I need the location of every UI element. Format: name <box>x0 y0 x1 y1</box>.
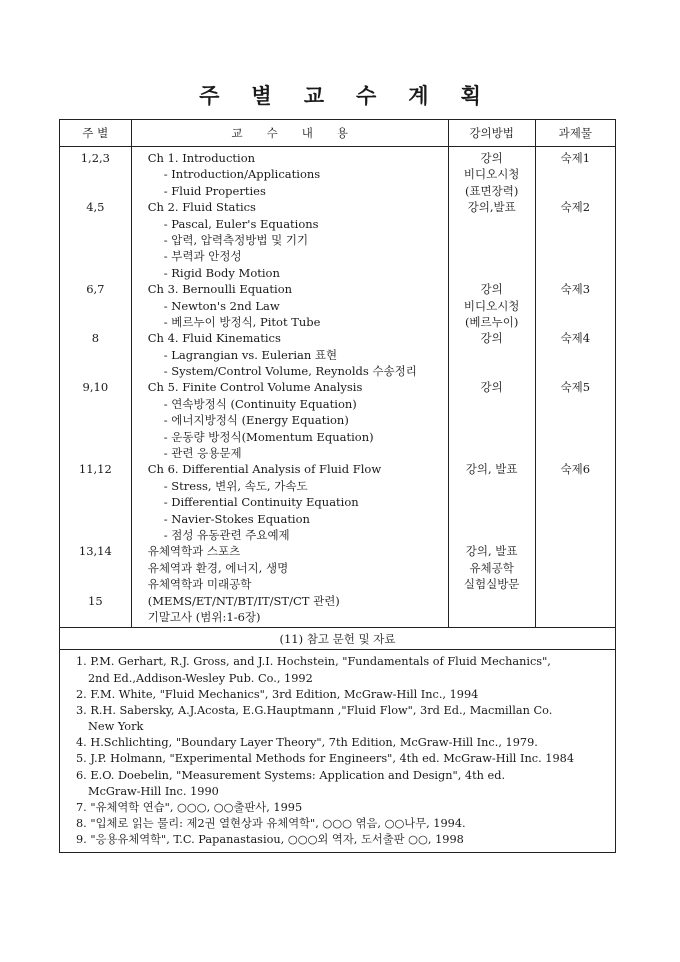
reference-item: 5. J.P. Holmann, "Experimental Methods for Engineers", 4th ed. McGraw-Hill Inc. 1984 <box>76 752 575 766</box>
reference-item: 2nd Ed.,Addison-Wesley Pub. Co., 1992 <box>88 671 313 685</box>
week-label <box>60 494 131 510</box>
reference-item: 3. R.H. Sabersky, A.J.Acosta, E.G.Hauptmann ,"Fluid Flow", 3rd Ed., Macmillan Co. <box>76 703 553 717</box>
method-label <box>449 511 535 527</box>
week-label: 4,5 <box>86 200 105 215</box>
content-line: - 연속방정식 (Continuity Equation) <box>163 396 357 411</box>
content-line: Ch 2. Fluid Statics <box>147 200 256 215</box>
content-line: - Navier-Stokes Equation <box>163 511 310 526</box>
reference-item: 8. "입체로 읽는 물리: 제2권 열현상과 유체역학", ○○○ 엮음, ○○나무, 1994. <box>76 817 466 831</box>
week-label <box>60 478 131 494</box>
week-label: 6,7 <box>86 282 105 297</box>
method-label: 비디오시청 <box>463 167 520 182</box>
method-label <box>449 494 535 510</box>
week-label <box>60 248 131 264</box>
homework-label <box>536 248 615 264</box>
homework-label <box>536 314 615 330</box>
homework-label <box>536 166 615 182</box>
homework-label <box>536 347 615 363</box>
content-line: Ch 1. Introduction <box>147 151 256 165</box>
content-line: - Fluid Properties <box>163 183 266 198</box>
week-label <box>60 363 131 379</box>
title-char: 계 <box>408 83 429 108</box>
homework-label <box>536 183 615 199</box>
week-label <box>60 576 131 592</box>
method-label <box>449 478 535 494</box>
content-column <box>131 147 448 628</box>
week-label <box>60 298 131 314</box>
reference-item: 1. P.M. Gerhart, R.J. Gross, and J.I. Hochstein, "Fundamentals of Fluid Mechanics", <box>76 655 551 669</box>
method-label: (표면장력) <box>464 183 519 198</box>
reference-item: 4. H.Schlichting, "Boundary Layer Theory", 7th Edition, McGraw-Hill Inc., 1979. <box>76 736 538 750</box>
method-label: 강의 <box>480 380 503 395</box>
title-char: 별 <box>251 83 272 108</box>
homework-label: 숙제4 <box>560 331 591 346</box>
method-label: 강의, 발표 <box>465 544 518 559</box>
week-label <box>60 314 131 330</box>
references-heading: (11) 참고 문헌 및 자료 <box>60 628 616 650</box>
header-content-char: 용 <box>336 125 348 140</box>
content-line: 유체역과 환경, 에너지, 생명 <box>147 560 289 575</box>
content-line: - 운동량 방정식(Momentum Equation) <box>163 429 374 444</box>
homework-label: 숙제6 <box>560 462 591 477</box>
week-label <box>60 445 131 461</box>
homework-label <box>536 396 615 412</box>
reference-item: New York <box>88 720 144 734</box>
method-column <box>448 147 535 628</box>
method-label <box>449 429 535 445</box>
week-label <box>60 560 131 576</box>
content-line: Ch 4. Fluid Kinematics <box>147 331 281 346</box>
week-label: 15 <box>88 593 103 608</box>
content-line: - Differential Continuity Equation <box>163 495 359 510</box>
homework-label <box>536 412 615 428</box>
week-label <box>60 265 131 281</box>
method-label: 강의, 발표 <box>465 462 518 477</box>
header-content <box>131 120 448 147</box>
homework-label: 숙제1 <box>560 151 591 165</box>
homework-label: 숙제5 <box>560 380 591 395</box>
content-line: - Introduction/Applications <box>163 167 321 182</box>
method-label: 비디오시청 <box>463 298 520 313</box>
method-label: 강의 <box>480 282 503 297</box>
content-line: - Lagrangian vs. Eulerian 표현 <box>163 347 338 362</box>
method-label: 실험실방문 <box>463 577 520 592</box>
reference-item: McGraw-Hill Inc. 1990 <box>88 784 219 798</box>
method-label <box>449 248 535 264</box>
homework-label: 숙제3 <box>560 282 591 297</box>
week-label: 13,14 <box>78 544 112 559</box>
homework-label <box>536 298 615 314</box>
week-label <box>60 527 131 543</box>
content-line: 유체역학과 미래공학 <box>147 577 252 592</box>
references-list <box>60 650 616 852</box>
header-content-char: 내 <box>301 125 313 140</box>
page-title <box>0 80 680 110</box>
week-label: 8 <box>91 331 100 346</box>
title-char: 수 <box>356 83 377 108</box>
week-label <box>60 183 131 199</box>
method-label: 강의,발표 <box>467 200 516 215</box>
method-label: 강의 <box>480 331 503 346</box>
method-label <box>449 412 535 428</box>
content-line: Ch 6. Differential Analysis of Fluid Flow <box>147 462 382 477</box>
homework-label <box>536 216 615 232</box>
content-line: - Stress, 변위, 속도, 가속도 <box>163 478 308 493</box>
week-column <box>60 147 132 628</box>
method-label: (베르누이) <box>464 314 519 329</box>
homework-label <box>536 265 615 281</box>
header-week: 주 별 <box>60 120 132 147</box>
week-label: 1,2,3 <box>80 151 110 165</box>
content-line: - Pascal, Euler's Equations <box>163 216 319 231</box>
reference-item: 2. F.M. White, "Fluid Mechanics", 3rd Edition, McGraw-Hill Inc., 1994 <box>76 687 479 701</box>
week-label <box>60 166 131 182</box>
homework-label <box>536 363 615 379</box>
header-homework: 과제물 <box>535 120 615 147</box>
content-line: (MEMS/ET/NT/BT/IT/ST/CT 관련) <box>147 593 340 608</box>
content-line: Ch 5. Finite Control Volume Analysis <box>147 380 363 395</box>
week-label <box>60 232 131 248</box>
method-label <box>449 396 535 412</box>
header-content-char: 수 <box>266 125 278 140</box>
table-body-row <box>60 147 616 628</box>
reference-item: 7. "유체역학 연습", ○○○, ○○출판사, 1995 <box>76 801 303 815</box>
method-label <box>449 347 535 363</box>
content-line: - 관련 응용문제 <box>163 446 242 461</box>
content-line: - 베르누이 방정식, Pitot Tube <box>163 314 321 329</box>
content-line: - 부력과 안정성 <box>163 249 242 264</box>
method-label <box>449 232 535 248</box>
header-method: 강의방법 <box>448 120 535 147</box>
content-line: - 에너지방정식 (Energy Equation) <box>163 413 349 428</box>
homework-label <box>536 232 615 248</box>
homework-label <box>536 429 615 445</box>
method-label <box>449 363 535 379</box>
method-label <box>449 527 535 543</box>
content-line: 유체역학과 스포츠 <box>147 544 241 559</box>
title-char: 주 <box>199 83 220 108</box>
week-label: 9,10 <box>82 380 109 395</box>
weekly-plan-table <box>59 119 616 853</box>
references-row <box>60 650 616 852</box>
content-line: Ch 3. Bernoulli Equation <box>147 282 293 297</box>
title-char: 교 <box>303 83 324 108</box>
method-label: 유체공학 <box>469 560 514 575</box>
method-label <box>449 445 535 461</box>
references-header-row <box>60 628 616 650</box>
content-line: 기말고사 (범위:1-6장) <box>147 609 261 624</box>
content-line: - 점성 유동관련 주요예제 <box>163 527 290 542</box>
content-line: - Newton's 2nd Law <box>163 298 280 313</box>
method-label <box>449 265 535 281</box>
week-label <box>60 412 131 428</box>
week-label: 11,12 <box>78 462 112 477</box>
week-label <box>60 429 131 445</box>
header-content-char: 교 <box>231 125 243 140</box>
reference-item: 6. E.O. Doebelin, "Measurement Systems: Application and Design", 4th ed. <box>76 768 506 782</box>
method-label: 강의 <box>480 151 503 165</box>
week-label <box>60 347 131 363</box>
reference-item: 9. "응용유체역학", T.C. Papanastasiou, ○○○외 역자, 도서출판 ○○, 1998 <box>76 833 464 847</box>
homework-column <box>535 147 615 628</box>
week-label <box>60 216 131 232</box>
title-char: 획 <box>460 83 481 108</box>
table-header-row <box>60 120 616 147</box>
method-label <box>449 216 535 232</box>
week-label <box>60 511 131 527</box>
homework-label <box>536 445 615 461</box>
content-line: - Rigid Body Motion <box>163 265 280 280</box>
content-line: - System/Control Volume, Reynolds 수송정리 <box>163 364 417 379</box>
content-line: - 압력, 압력측정방법 및 기기 <box>163 232 309 247</box>
week-label <box>60 396 131 412</box>
homework-label: 숙제2 <box>560 200 591 215</box>
